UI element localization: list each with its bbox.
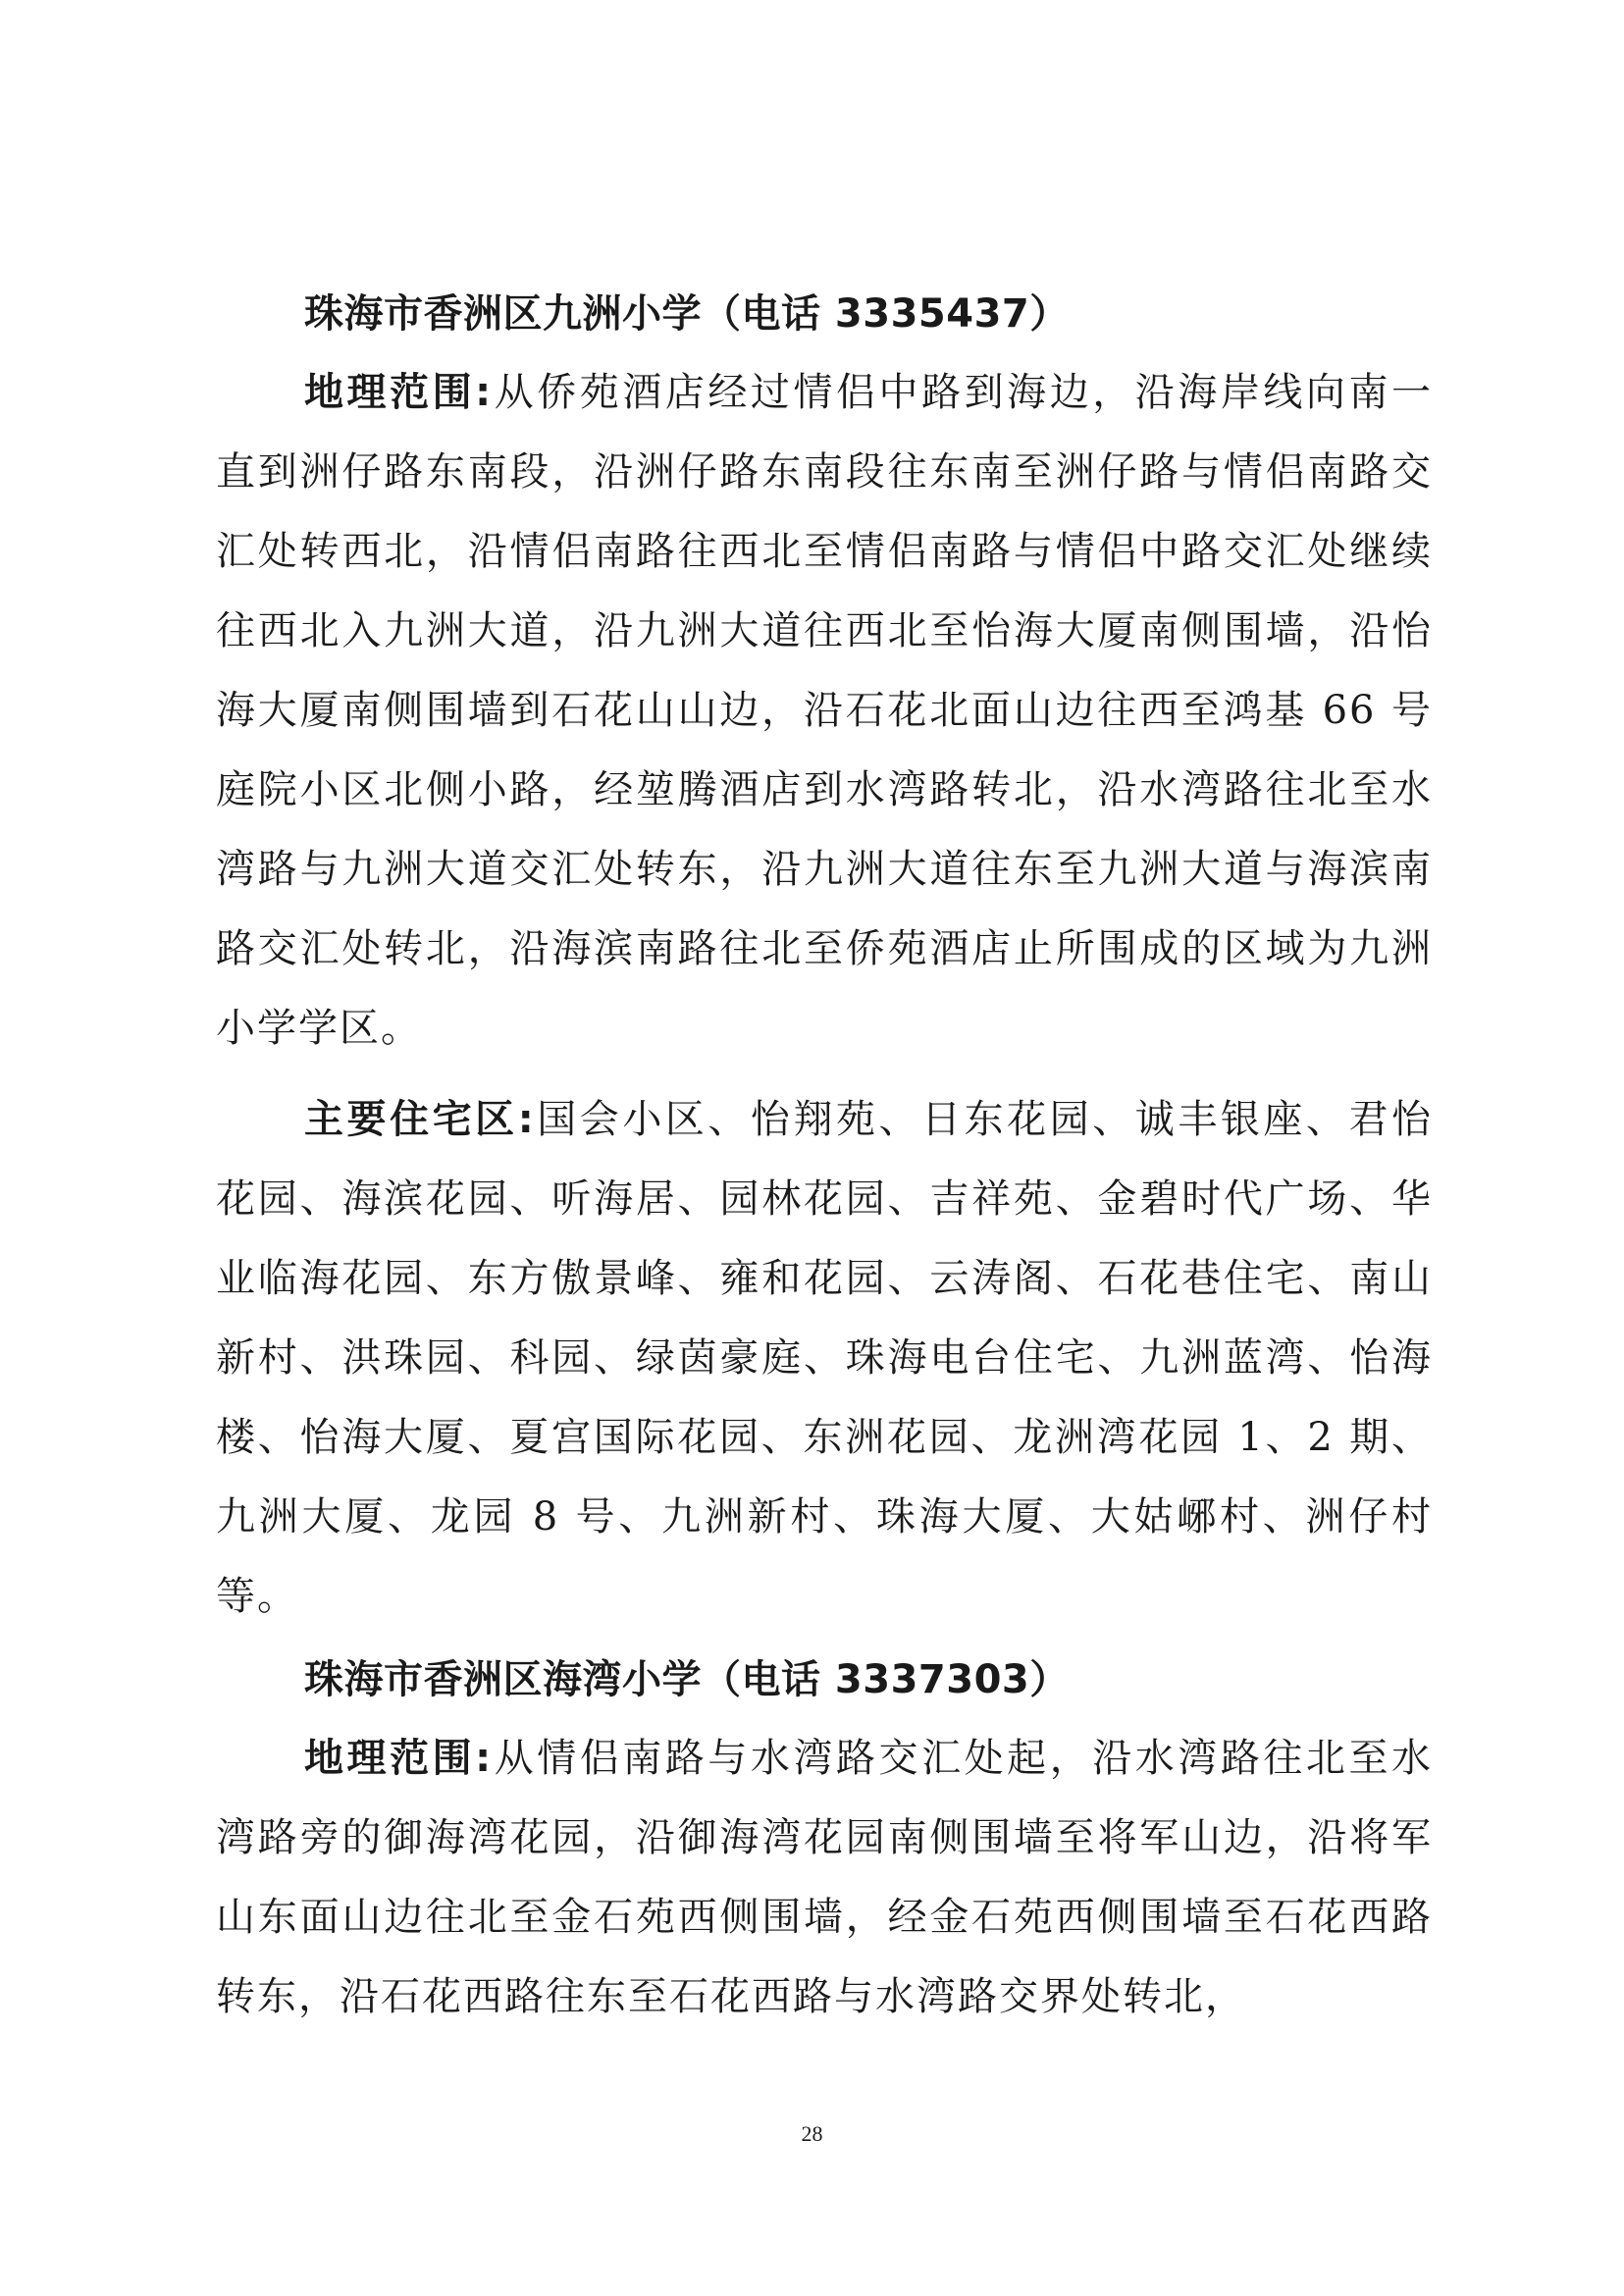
range-label: 地理范围:	[304, 1736, 494, 1781]
residential-text: 国会小区、怡翔苑、日东花园、诚丰银座、君怡花园、海滨花园、听海居、园林花园、吉祥苑、金碧时代广场、华业临海花园、东方傲景峰、雍和花园、云涛阁、石花巷住宅、南山新村、洪珠园、科园、绿茵豪庭、珠海电台住宅、九洲蓝湾、怡海楼、怡海大厦、夏宫国际花园、东洲花园、龙洲湾花园 1、2 期、九洲大厦、龙园 8 号、九洲新村、珠海大厦、大姑峫村、洲仔村等。	[216, 1097, 1434, 1619]
school-title: 珠海市香洲区九洲小学（电话 3335437）	[304, 291, 1070, 337]
school-title: 珠海市香洲区海湾小学（电话 3337303）	[304, 1657, 1070, 1702]
residential-label: 主要住宅区:	[304, 1097, 536, 1142]
geographic-range-paragraph	[216, 353, 1433, 1069]
page-number: 28	[801, 2121, 823, 2146]
residential-area-paragraph	[216, 1080, 1433, 1637]
range-text: 从侨苑酒店经过情侣中路到海边，沿海岸线向南一直到洲仔路东南段，沿洲仔路东南段往东南至洲仔路与情侣南路交汇处转西北，沿情侣南路往西北至情侣南路与情侣中路交汇处继续往西北入九洲大道，沿九洲大道往西北至怡海大厦南侧围墙，沿怡海大厦南侧围墙到石花山山边，沿石花北面山边往西至鸿基 66 号庭院小区北侧小路，经堃腾酒店到水湾路转北，沿水湾路往北至水湾路与九洲大道交汇处转东，沿九洲大道往东至九洲大道与海滨南路交汇处转北，沿海滨南路往北至侨苑酒店止所围成的区域为九洲小学学区。	[216, 370, 1434, 1051]
range-label: 地理范围:	[304, 370, 494, 415]
school-section-jiuzhou	[216, 287, 1433, 1637]
geographic-range-paragraph	[216, 1719, 1433, 2037]
range-text: 从情侣南路与水湾路交汇处起，沿水湾路往北至水湾路旁的御海湾花园，沿御海湾花园南侧围墙至将军山边，沿将军山东面山边往北至金石苑西侧围墙，经金石苑西侧围墙至石花西路转东，沿石花西路往东至石花西路与水湾路交界处转北，	[216, 1736, 1434, 2019]
school-section-haiwan	[216, 1652, 1433, 2037]
